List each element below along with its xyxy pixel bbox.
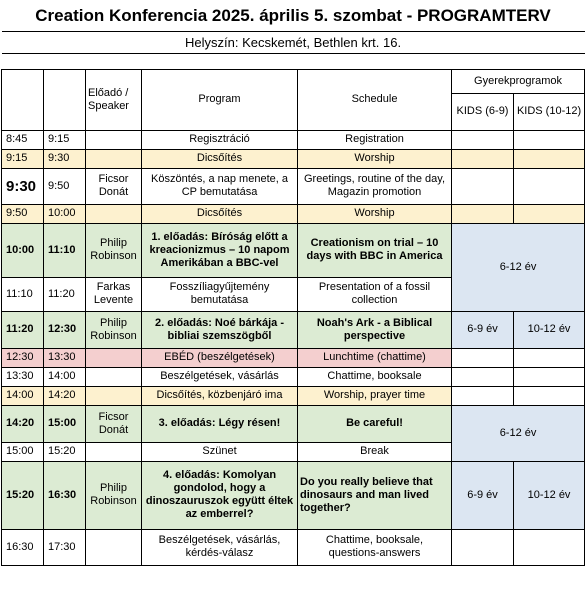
end-time: 17:30 xyxy=(44,529,86,565)
end-time: 11:20 xyxy=(44,277,86,311)
end-time: 15:00 xyxy=(44,405,86,442)
kids-cell xyxy=(452,130,514,149)
end-time: 12:30 xyxy=(44,311,86,348)
kids-cell: 10-12 év xyxy=(514,461,585,529)
start-time: 14:20 xyxy=(2,405,44,442)
kids-cell xyxy=(514,529,585,565)
page-title: Creation Konferencia 2025. április 5. szombat - PROGRAMTERV xyxy=(2,0,585,31)
header-kids: Gyerekprogramok xyxy=(452,69,585,93)
speaker-cell xyxy=(86,529,142,565)
program-cell: Fosszíliagyűjtemény bemutatása xyxy=(142,277,298,311)
table-row xyxy=(2,149,585,168)
schedule-cell: Presentation of a fossil collection xyxy=(298,277,452,311)
table-row xyxy=(2,529,585,565)
program-cell: 1. előadás: Bíróság előtt a kreacionizmus – 10 napom Amerikában a BBC-vel xyxy=(142,223,298,277)
schedule-cell: Creationism on trial – 10 days with BBC in America xyxy=(298,223,452,277)
speaker-cell xyxy=(86,442,142,461)
schedule-cell: Chattime, booksale xyxy=(298,367,452,386)
kids-cell xyxy=(452,367,514,386)
kids-cell xyxy=(514,168,585,204)
header-kids-10-12: KIDS (10-12) xyxy=(514,93,585,130)
program-cell: Dicsőítés xyxy=(142,149,298,168)
kids-cell: 6-9 év xyxy=(452,311,514,348)
program-cell: 3. előadás: Légy résen! xyxy=(142,405,298,442)
kids-cell xyxy=(514,204,585,223)
table-row xyxy=(2,223,585,277)
start-time: 12:30 xyxy=(2,348,44,367)
speaker-cell: Ficsor Donát xyxy=(86,168,142,204)
start-time: 9:15 xyxy=(2,149,44,168)
program-cell: Dicsőítés xyxy=(142,204,298,223)
program-cell: 4. előadás: Komolyan gondolod, hogy a dinoszauruszok együtt éltek az emberrel? xyxy=(142,461,298,529)
end-time: 15:20 xyxy=(44,442,86,461)
start-time: 15:20 xyxy=(2,461,44,529)
table-row xyxy=(2,367,585,386)
kids-cell xyxy=(514,149,585,168)
kids-cell: 6-12 év xyxy=(452,405,585,461)
start-time: 8:45 xyxy=(2,130,44,149)
speaker-cell xyxy=(86,386,142,405)
kids-cell xyxy=(452,149,514,168)
kids-cell xyxy=(452,204,514,223)
speaker-cell: Philip Robinson xyxy=(86,461,142,529)
kids-cell: 6-9 év xyxy=(452,461,514,529)
kids-cell xyxy=(452,348,514,367)
speaker-cell xyxy=(86,130,142,149)
speaker-cell: Philip Robinson xyxy=(86,223,142,277)
speaker-cell: Farkas Levente xyxy=(86,277,142,311)
program-cell: EBÉD (beszélgetések) xyxy=(142,348,298,367)
start-time: 9:30 xyxy=(2,168,44,204)
program-cell: 2. előadás: Noé bárkája - bibliai szemszögből xyxy=(142,311,298,348)
end-time: 13:30 xyxy=(44,348,86,367)
kids-cell xyxy=(514,130,585,149)
kids-cell xyxy=(514,386,585,405)
table-row xyxy=(2,130,585,149)
start-time: 13:30 xyxy=(2,367,44,386)
end-time: 9:50 xyxy=(44,168,86,204)
kids-cell xyxy=(452,168,514,204)
schedule-cell: Worship xyxy=(298,204,452,223)
end-time: 16:30 xyxy=(44,461,86,529)
header-end xyxy=(44,69,86,130)
header-speaker: Előadó / Speaker xyxy=(86,69,142,130)
schedule-cell: Worship xyxy=(298,149,452,168)
start-time: 11:10 xyxy=(2,277,44,311)
table-row xyxy=(2,168,585,204)
table-row xyxy=(2,386,585,405)
table-row xyxy=(2,348,585,367)
spacer-row xyxy=(2,53,585,69)
header-program: Program xyxy=(142,69,298,130)
schedule-cell: Lunchtime (chattime) xyxy=(298,348,452,367)
table-row xyxy=(2,311,585,348)
speaker-cell: Ficsor Donát xyxy=(86,405,142,442)
schedule-cell: Do you really believe that dinosaurs and man lived together? xyxy=(298,461,452,529)
kids-cell: 10-12 év xyxy=(514,311,585,348)
schedule-cell: Greetings, routine of the day, Magazin promotion xyxy=(298,168,452,204)
header-start xyxy=(2,69,44,130)
end-time: 9:15 xyxy=(44,130,86,149)
schedule-cell: Registration xyxy=(298,130,452,149)
end-time: 9:30 xyxy=(44,149,86,168)
table-row xyxy=(2,204,585,223)
location-line: Helyszín: Kecskemét, Bethlen krt. 16. xyxy=(2,31,585,53)
start-time: 16:30 xyxy=(2,529,44,565)
header-schedule: Schedule xyxy=(298,69,452,130)
speaker-cell xyxy=(86,367,142,386)
program-cell: Szünet xyxy=(142,442,298,461)
kids-cell xyxy=(452,529,514,565)
kids-cell xyxy=(514,367,585,386)
kids-cell xyxy=(452,386,514,405)
start-time: 10:00 xyxy=(2,223,44,277)
schedule-cell: Chattime, booksale, questions-answers xyxy=(298,529,452,565)
start-time: 11:20 xyxy=(2,311,44,348)
program-cell: Köszöntés, a nap menete, a CP bemutatása xyxy=(142,168,298,204)
start-time: 14:00 xyxy=(2,386,44,405)
program-cell: Beszélgetések, vásárlás, kérdés-válasz xyxy=(142,529,298,565)
program-cell: Beszélgetések, vásárlás xyxy=(142,367,298,386)
table-row xyxy=(2,405,585,442)
kids-cell xyxy=(514,348,585,367)
program-table xyxy=(1,0,585,566)
table-row xyxy=(2,461,585,529)
program-cell: Regisztráció xyxy=(142,130,298,149)
schedule-cell: Break xyxy=(298,442,452,461)
end-time: 11:10 xyxy=(44,223,86,277)
speaker-cell xyxy=(86,149,142,168)
schedule-cell: Worship, prayer time xyxy=(298,386,452,405)
kids-cell: 6-12 év xyxy=(452,223,585,311)
speaker-cell xyxy=(86,204,142,223)
speaker-cell: Philip Robinson xyxy=(86,311,142,348)
schedule-cell: Noah's Ark - a Biblical perspective xyxy=(298,311,452,348)
end-time: 10:00 xyxy=(44,204,86,223)
start-time: 15:00 xyxy=(2,442,44,461)
start-time: 9:50 xyxy=(2,204,44,223)
end-time: 14:00 xyxy=(44,367,86,386)
schedule-cell: Be careful! xyxy=(298,405,452,442)
end-time: 14:20 xyxy=(44,386,86,405)
header-kids-6-9: KIDS (6-9) xyxy=(452,93,514,130)
program-cell: Dicsőítés, közbenjáró ima xyxy=(142,386,298,405)
speaker-cell xyxy=(86,348,142,367)
